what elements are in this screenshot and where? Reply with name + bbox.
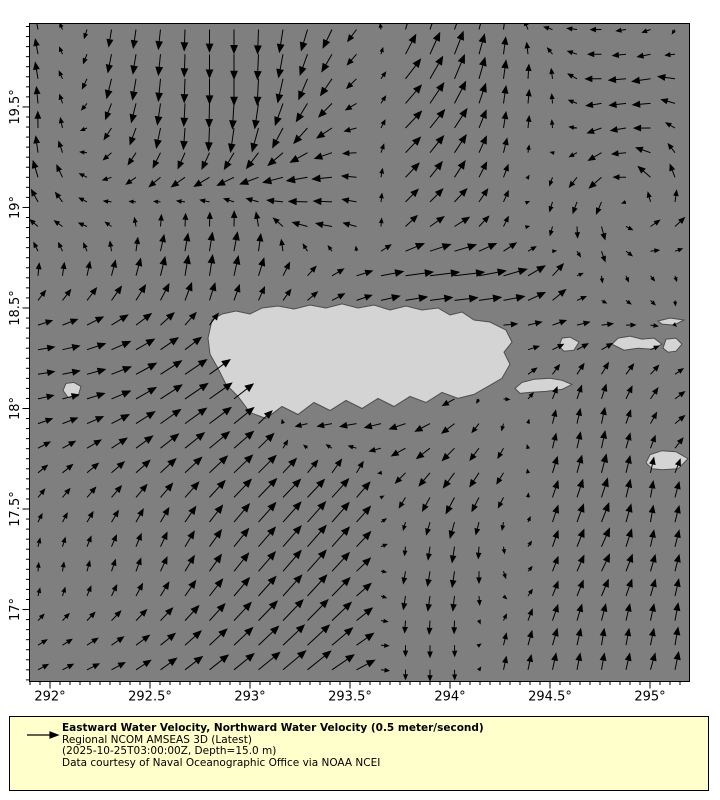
x-tick-label: 295° xyxy=(634,689,666,705)
legend-box xyxy=(9,716,709,791)
legend-text-block xyxy=(62,723,484,769)
x-tick-label: 294° xyxy=(434,689,466,705)
y-tick-label: 18° xyxy=(7,396,23,421)
y-tick-label: 19.5° xyxy=(8,89,24,125)
x-tick-label: 293° xyxy=(234,689,266,705)
x-tick-label: 292° xyxy=(34,689,66,705)
x-tick-label: 292.5° xyxy=(128,689,172,705)
legend-dataset: Regional NCOM AMSEAS 3D (Latest) xyxy=(62,733,252,746)
reference-arrow-icon xyxy=(26,730,60,740)
y-tick-label: 19° xyxy=(7,195,23,220)
legend-courtesy: Data courtesy of Naval Oceanographic Office via NOAA NCEI xyxy=(62,756,381,769)
x-tick-label: 294.5° xyxy=(528,689,572,705)
legend-title: Eastward Water Velocity, Northward Water Velocity (0.5 meter/second) xyxy=(62,722,484,734)
y-tick-label: 17° xyxy=(8,597,24,622)
y-tick-label: 17.5° xyxy=(8,491,24,527)
legend-time-depth: (2025-10-25T03:00:00Z, Depth=15.0 m) xyxy=(62,745,277,758)
x-tick-label: 293.5° xyxy=(328,689,372,705)
y-tick-label: 18.5° xyxy=(7,290,23,326)
